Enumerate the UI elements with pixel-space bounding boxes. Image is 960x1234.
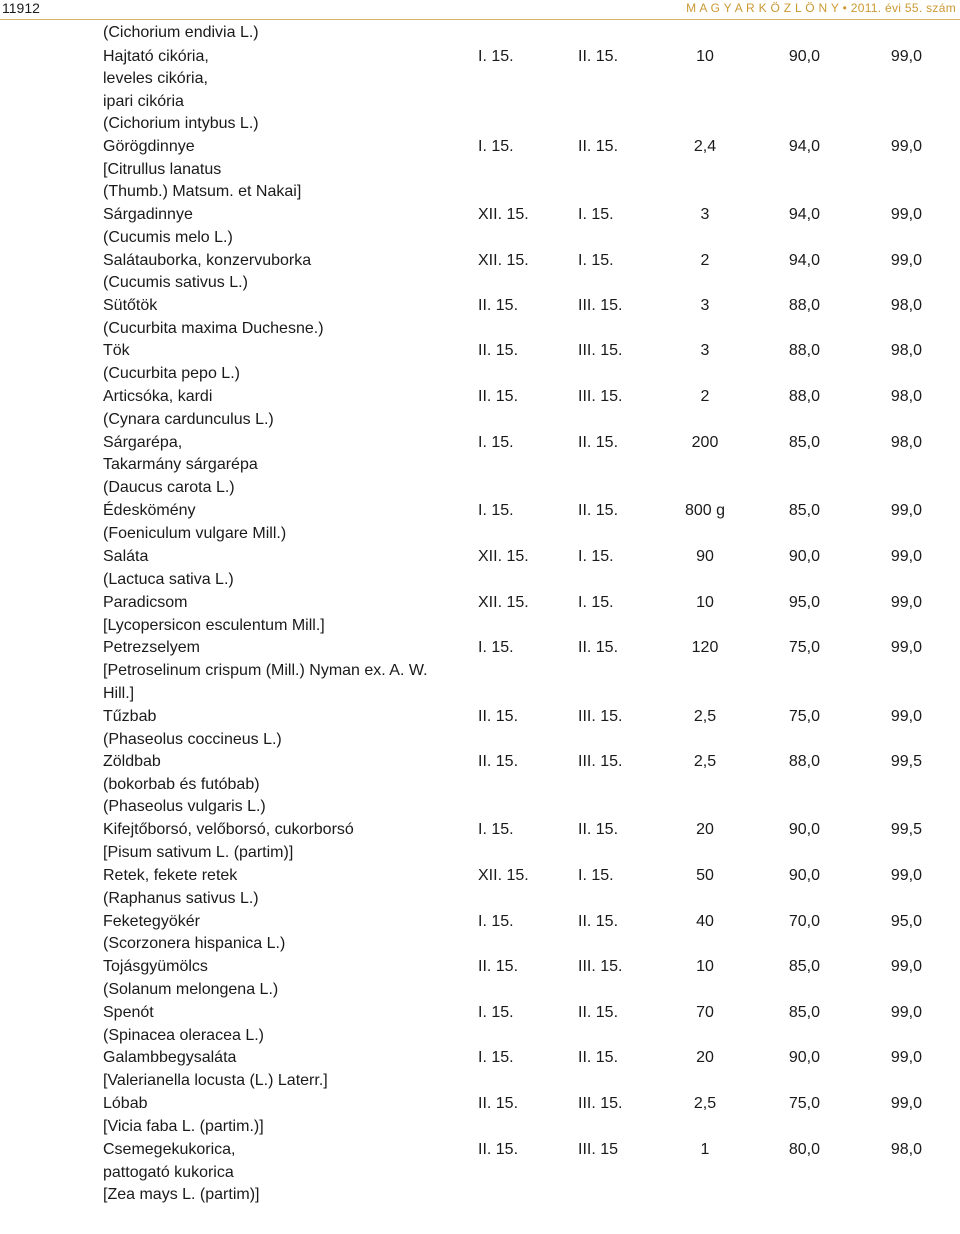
row-purity: 94,0 bbox=[788, 138, 820, 155]
row-germination: 99,0 bbox=[890, 639, 922, 656]
row-quantity: 50 bbox=[696, 867, 714, 884]
row-purity: 88,0 bbox=[788, 753, 820, 770]
row-name: (Cucurbita pepo L.) bbox=[103, 365, 240, 382]
row-quantity: 800 g bbox=[684, 502, 726, 519]
row-purity: 85,0 bbox=[788, 1004, 820, 1021]
table-row bbox=[0, 432, 960, 454]
row-germination: 99,0 bbox=[890, 138, 922, 155]
row-date-to: III. 15. bbox=[578, 388, 623, 405]
row-purity: 88,0 bbox=[788, 388, 820, 405]
row-name: (Daucus carota L.) bbox=[103, 479, 235, 496]
table-row bbox=[0, 91, 960, 113]
row-name: Articsóka, kardi bbox=[103, 388, 213, 405]
row-germination: 98,0 bbox=[890, 342, 922, 359]
row-quantity: 90 bbox=[696, 548, 714, 565]
row-germination: 99,5 bbox=[890, 753, 922, 770]
row-quantity: 1 bbox=[700, 1141, 710, 1158]
table-row bbox=[0, 1047, 960, 1069]
table-row bbox=[0, 751, 960, 773]
row-quantity: 20 bbox=[696, 821, 714, 838]
row-germination: 99,0 bbox=[890, 502, 922, 519]
row-name: Saláta bbox=[103, 548, 149, 565]
row-date-from: I. 15. bbox=[478, 913, 514, 930]
row-name: (bokorbab és futóbab) bbox=[103, 776, 260, 793]
table-row bbox=[0, 637, 960, 659]
row-purity: 88,0 bbox=[788, 342, 820, 359]
row-name: Spenót bbox=[103, 1004, 154, 1021]
row-quantity: 2,5 bbox=[693, 753, 717, 770]
header-divider bbox=[0, 19, 960, 20]
row-name: Tojásgyümölcs bbox=[103, 958, 208, 975]
row-name: ipari cikória bbox=[103, 93, 184, 110]
table-row bbox=[0, 409, 960, 431]
row-quantity: 20 bbox=[696, 1049, 714, 1066]
table-row bbox=[0, 340, 960, 362]
row-date-from: I. 15. bbox=[478, 48, 514, 65]
row-purity: 90,0 bbox=[788, 821, 820, 838]
row-date-to: I. 15. bbox=[578, 548, 614, 565]
row-date-to: III. 15. bbox=[578, 342, 623, 359]
table-row bbox=[0, 546, 960, 568]
table-row bbox=[0, 706, 960, 728]
table-row bbox=[0, 842, 960, 864]
row-germination: 99,5 bbox=[890, 821, 922, 838]
row-date-from: XII. 15. bbox=[478, 867, 529, 884]
table-row bbox=[0, 569, 960, 591]
row-name: (Cichorium endivia L.) bbox=[103, 24, 259, 41]
row-germination: 95,0 bbox=[890, 913, 922, 930]
row-name: [Zea mays L. (partim)] bbox=[103, 1186, 260, 1203]
table-row bbox=[0, 888, 960, 910]
table-row bbox=[0, 477, 960, 499]
row-name: Retek, fekete retek bbox=[103, 867, 238, 884]
table-row bbox=[0, 1093, 960, 1115]
row-germination: 98,0 bbox=[890, 434, 922, 451]
row-name: [Lycopersicon esculentum Mill.] bbox=[103, 617, 325, 634]
row-date-to: II. 15. bbox=[578, 639, 619, 656]
row-quantity: 10 bbox=[696, 958, 714, 975]
row-name: (Phaseolus coccineus L.) bbox=[103, 731, 282, 748]
row-quantity: 70 bbox=[696, 1004, 714, 1021]
row-germination: 99,0 bbox=[890, 548, 922, 565]
table-row bbox=[0, 159, 960, 181]
table-row bbox=[0, 615, 960, 637]
row-quantity: 3 bbox=[700, 297, 710, 314]
row-name: (Phaseolus vulgaris L.) bbox=[103, 798, 266, 815]
row-name: [Pisum sativum L. (partim)] bbox=[103, 844, 294, 861]
row-name: (Cucumis sativus L.) bbox=[103, 274, 248, 291]
row-quantity: 200 bbox=[691, 434, 719, 451]
row-date-to: II. 15. bbox=[578, 1049, 619, 1066]
row-purity: 90,0 bbox=[788, 48, 820, 65]
row-name: (Raphanus sativus L.) bbox=[103, 890, 259, 907]
table-row bbox=[0, 386, 960, 408]
table-row bbox=[0, 1002, 960, 1024]
journal-heading bbox=[686, 0, 956, 16]
row-date-to: III. 15. bbox=[578, 1095, 623, 1112]
row-quantity: 2,5 bbox=[693, 708, 717, 725]
row-name: Sárgarépa, bbox=[103, 434, 183, 451]
row-germination: 98,0 bbox=[890, 388, 922, 405]
row-purity: 95,0 bbox=[788, 594, 820, 611]
table-row bbox=[0, 22, 960, 44]
row-date-to: II. 15. bbox=[578, 821, 619, 838]
row-name: (Cucurbita maxima Duchesne.) bbox=[103, 320, 324, 337]
row-purity: 75,0 bbox=[788, 1095, 820, 1112]
bullet-separator: • bbox=[842, 1, 848, 15]
row-name: Sütőtök bbox=[103, 297, 158, 314]
table-row bbox=[0, 979, 960, 1001]
row-germination: 99,0 bbox=[890, 1004, 922, 1021]
row-purity: 90,0 bbox=[788, 867, 820, 884]
row-date-from: II. 15. bbox=[478, 1141, 519, 1158]
row-purity: 94,0 bbox=[788, 252, 820, 269]
row-date-to: III. 15. bbox=[578, 958, 623, 975]
row-quantity: 3 bbox=[700, 206, 710, 223]
row-date-to: I. 15. bbox=[578, 206, 614, 223]
table-row bbox=[0, 68, 960, 90]
table-row bbox=[0, 683, 960, 705]
table-row bbox=[0, 865, 960, 887]
row-purity: 88,0 bbox=[788, 297, 820, 314]
row-name: Takarmány sárgarépa bbox=[103, 456, 258, 473]
table-row bbox=[0, 318, 960, 340]
row-name: Tűzbab bbox=[103, 708, 157, 725]
row-date-from: I. 15. bbox=[478, 434, 514, 451]
row-germination: 99,0 bbox=[890, 48, 922, 65]
row-date-from: II. 15. bbox=[478, 297, 519, 314]
row-name: Kifejtőborsó, velőborsó, cukorborsó bbox=[103, 821, 354, 838]
row-date-from: I. 15. bbox=[478, 1049, 514, 1066]
table-row bbox=[0, 1162, 960, 1184]
row-name: (Scorzonera hispanica L.) bbox=[103, 935, 286, 952]
row-date-from: I. 15. bbox=[478, 1004, 514, 1021]
page-header bbox=[0, 0, 960, 20]
row-name: Lóbab bbox=[103, 1095, 148, 1112]
row-date-to: I. 15. bbox=[578, 252, 614, 269]
row-germination: 99,0 bbox=[890, 958, 922, 975]
row-name: (Cynara cardunculus L.) bbox=[103, 411, 274, 428]
table-row bbox=[0, 523, 960, 545]
table-row bbox=[0, 136, 960, 158]
table-row bbox=[0, 660, 960, 682]
issue-label: 2011. évi 55. szám bbox=[850, 1, 956, 15]
row-purity: 85,0 bbox=[788, 502, 820, 519]
row-name: Paradicsom bbox=[103, 594, 188, 611]
row-date-from: I. 15. bbox=[478, 821, 514, 838]
row-purity: 85,0 bbox=[788, 434, 820, 451]
table-row bbox=[0, 819, 960, 841]
row-germination: 98,0 bbox=[890, 297, 922, 314]
table-row bbox=[0, 774, 960, 796]
row-purity: 90,0 bbox=[788, 548, 820, 565]
row-name: Tök bbox=[103, 342, 130, 359]
table-row bbox=[0, 204, 960, 226]
row-quantity: 40 bbox=[696, 913, 714, 930]
row-name: [Vicia faba L. (partim.)] bbox=[103, 1118, 264, 1135]
row-name: (Thumb.) Matsum. et Nakai] bbox=[103, 183, 302, 200]
table-row bbox=[0, 295, 960, 317]
row-date-from: II. 15. bbox=[478, 342, 519, 359]
row-germination: 99,0 bbox=[890, 252, 922, 269]
row-name: (Cucumis melo L.) bbox=[103, 229, 233, 246]
row-name: Petrezselyem bbox=[103, 639, 200, 656]
row-name: (Solanum melongena L.) bbox=[103, 981, 279, 998]
row-name: (Lactuca sativa L.) bbox=[103, 571, 234, 588]
row-purity: 90,0 bbox=[788, 1049, 820, 1066]
row-name: Zöldbab bbox=[103, 753, 161, 770]
row-name: [Petroselinum crispum (Mill.) Nyman ex. A. W. bbox=[103, 662, 428, 679]
row-name: Édeskömény bbox=[103, 502, 196, 519]
row-germination: 99,0 bbox=[890, 708, 922, 725]
row-name: (Foeniculum vulgare Mill.) bbox=[103, 525, 287, 542]
table-row bbox=[0, 1116, 960, 1138]
table-row bbox=[0, 729, 960, 751]
table-row bbox=[0, 933, 960, 955]
row-name: Galambbegysaláta bbox=[103, 1049, 237, 1066]
row-date-from: XII. 15. bbox=[478, 206, 529, 223]
row-date-to: II. 15. bbox=[578, 48, 619, 65]
row-purity: 80,0 bbox=[788, 1141, 820, 1158]
row-purity: 85,0 bbox=[788, 958, 820, 975]
row-germination: 99,0 bbox=[890, 867, 922, 884]
row-date-from: II. 15. bbox=[478, 753, 519, 770]
row-date-to: II. 15. bbox=[578, 502, 619, 519]
journal-title: M A G Y A R K Ö Z L Ö N Y bbox=[686, 1, 839, 15]
row-quantity: 2 bbox=[700, 252, 710, 269]
row-date-to: III. 15 bbox=[578, 1141, 619, 1158]
row-name: Csemegekukorica, bbox=[103, 1141, 236, 1158]
row-date-from: I. 15. bbox=[478, 138, 514, 155]
row-name: leveles cikória, bbox=[103, 70, 208, 87]
table-row bbox=[0, 592, 960, 614]
page-number: 11912 bbox=[2, 0, 40, 16]
table-row bbox=[0, 1139, 960, 1161]
row-germination: 99,0 bbox=[890, 594, 922, 611]
table-row bbox=[0, 956, 960, 978]
row-germination: 99,0 bbox=[890, 1049, 922, 1066]
row-date-from: XII. 15. bbox=[478, 252, 529, 269]
row-date-to: III. 15. bbox=[578, 297, 623, 314]
row-quantity: 2 bbox=[700, 388, 710, 405]
row-date-to: II. 15. bbox=[578, 1004, 619, 1021]
row-purity: 75,0 bbox=[788, 639, 820, 656]
row-date-from: II. 15. bbox=[478, 708, 519, 725]
row-name: [Citrullus lanatus bbox=[103, 161, 222, 178]
row-quantity: 3 bbox=[700, 342, 710, 359]
table-row bbox=[0, 911, 960, 933]
row-date-to: III. 15. bbox=[578, 753, 623, 770]
row-name: pattogató kukorica bbox=[103, 1164, 234, 1181]
row-name: Salátauborka, konzervuborka bbox=[103, 252, 312, 269]
row-purity: 94,0 bbox=[788, 206, 820, 223]
table-row bbox=[0, 227, 960, 249]
row-date-from: XII. 15. bbox=[478, 548, 529, 565]
row-quantity: 2,4 bbox=[693, 138, 717, 155]
row-date-from: XII. 15. bbox=[478, 594, 529, 611]
row-quantity: 2,5 bbox=[693, 1095, 717, 1112]
table-row bbox=[0, 181, 960, 203]
row-date-to: I. 15. bbox=[578, 867, 614, 884]
table-row bbox=[0, 363, 960, 385]
row-name: [Valerianella locusta (L.) Laterr.] bbox=[103, 1072, 328, 1089]
row-name: (Cichorium intybus L.) bbox=[103, 115, 259, 132]
row-name: (Spinacea oleracea L.) bbox=[103, 1027, 264, 1044]
row-date-from: II. 15. bbox=[478, 388, 519, 405]
row-quantity: 120 bbox=[691, 639, 719, 656]
table-row bbox=[0, 500, 960, 522]
row-quantity: 10 bbox=[696, 594, 714, 611]
row-date-from: I. 15. bbox=[478, 639, 514, 656]
row-date-from: II. 15. bbox=[478, 1095, 519, 1112]
table-row bbox=[0, 454, 960, 476]
table-row bbox=[0, 46, 960, 68]
table-row bbox=[0, 1025, 960, 1047]
row-germination: 98,0 bbox=[890, 1141, 922, 1158]
row-date-to: II. 15. bbox=[578, 138, 619, 155]
row-purity: 70,0 bbox=[788, 913, 820, 930]
row-date-to: III. 15. bbox=[578, 708, 623, 725]
row-name: Hajtató cikória, bbox=[103, 48, 209, 65]
table-row bbox=[0, 250, 960, 272]
row-date-from: I. 15. bbox=[478, 502, 514, 519]
table-row bbox=[0, 272, 960, 294]
row-date-to: II. 15. bbox=[578, 913, 619, 930]
row-quantity: 10 bbox=[696, 48, 714, 65]
row-date-from: II. 15. bbox=[478, 958, 519, 975]
table-row bbox=[0, 1184, 960, 1206]
row-date-to: I. 15. bbox=[578, 594, 614, 611]
row-purity: 75,0 bbox=[788, 708, 820, 725]
row-name: Sárgadinnye bbox=[103, 206, 193, 223]
row-germination: 99,0 bbox=[890, 206, 922, 223]
table-row bbox=[0, 796, 960, 818]
row-name: Hill.] bbox=[103, 685, 135, 702]
row-date-to: II. 15. bbox=[578, 434, 619, 451]
row-germination: 99,0 bbox=[890, 1095, 922, 1112]
table-row bbox=[0, 113, 960, 135]
row-name: Görögdinnye bbox=[103, 138, 195, 155]
row-name: Feketegyökér bbox=[103, 913, 200, 930]
table-row bbox=[0, 1070, 960, 1092]
